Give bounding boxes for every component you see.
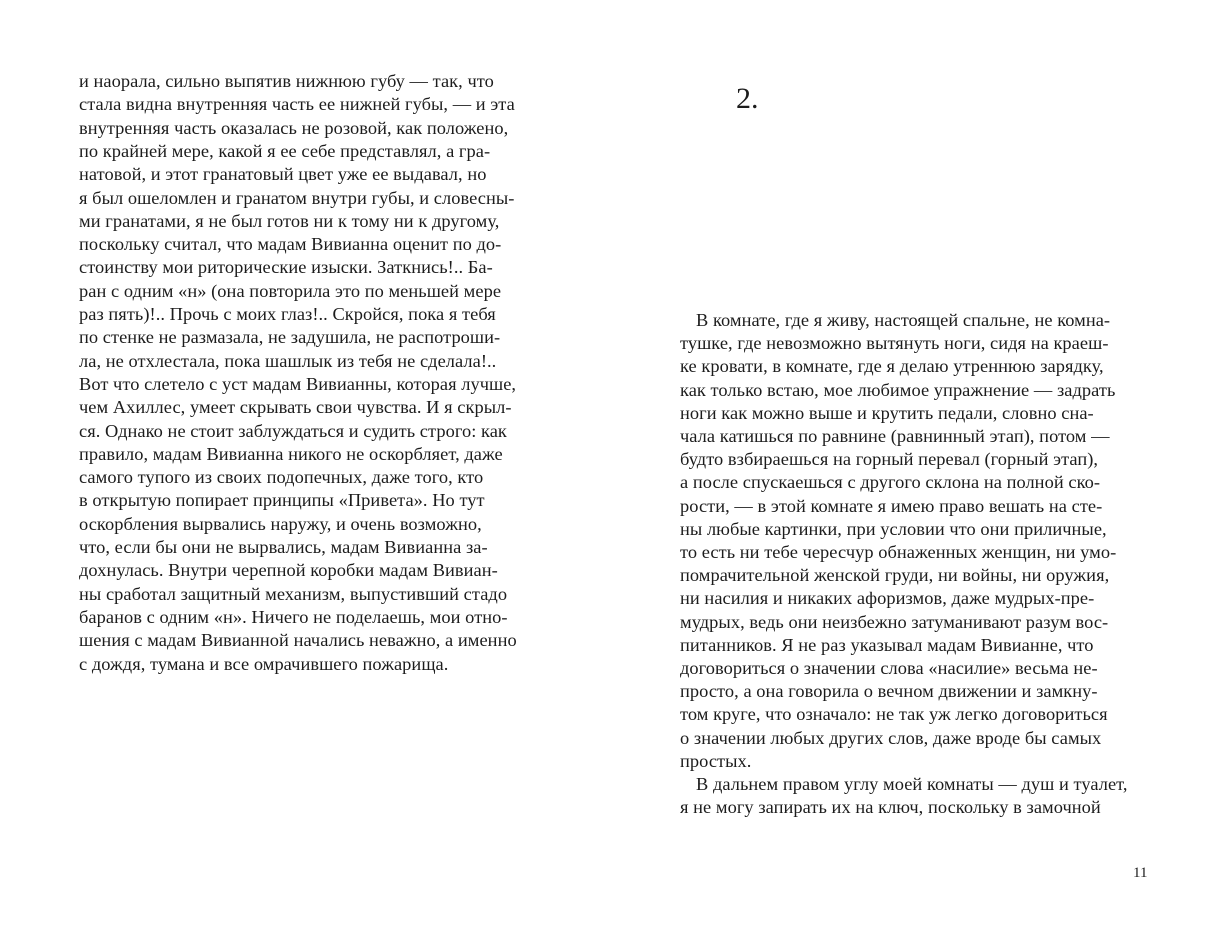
text-line: тушке, где невозможно вытянуть ноги, сидя на краеш- xyxy=(680,333,1109,354)
text-line: внутренняя часть оказалась не розовой, как положено, xyxy=(79,117,509,138)
text-line: в открытую попирает принципы «Привета». Но тут xyxy=(79,490,485,511)
text-line: а после спускаешься с другого склона на полной ско- xyxy=(680,472,1101,493)
text-line: рости, — в этой комнате я имею право вешать на сте- xyxy=(680,495,1103,516)
text-line: мудрых, ведь они неизбежно затуманивают разум вос- xyxy=(680,611,1109,632)
text-line: В дальнем правом углу моей комнаты — душ и туалет, xyxy=(696,774,1128,794)
text-line: о значении любых других слов, даже вроде бы самых xyxy=(680,727,1102,748)
text-line: натовой, и этот гранатовый цвет уже ее выдавал, но xyxy=(79,164,487,185)
text-line: раз пять)!.. Прочь с моих глаз!.. Скройся, пока я тебя xyxy=(79,304,496,324)
text-line: ны сработал защитный механизм, выпустивший стадо xyxy=(79,583,508,604)
text-line: и наорала, сильно выпятив нижнюю губу — так, что xyxy=(79,71,494,91)
text-line: ке кровати, в комнате, где я делаю утреннюю зарядку, xyxy=(680,356,1104,377)
text-line: ся. Однако не стоит заблуждаться и судить строго: как xyxy=(79,420,507,441)
text-line: том круге, что означало: не так уж легко договориться xyxy=(680,704,1108,725)
text-line: ран с одним «н» (она повторила это по меньшей мере xyxy=(79,280,502,301)
text-line: ми гранатами, я не был готов ни к тому ни к другому, xyxy=(79,210,500,231)
text-line: договориться о значении слова «насилие» весьма не- xyxy=(680,658,1098,678)
text-line: стоинству мои риторические изыски. Заткнись!.. Ба- xyxy=(79,257,493,278)
text-line: чала катишься по равнине (равнинный этап), потом — xyxy=(680,426,1110,446)
text-line: ны любые картинки, при условии что они приличные, xyxy=(680,518,1107,539)
text-line: поскольку считал, что мадам Вивианна оценит по до- xyxy=(79,234,502,255)
text-line: помрачительной женской груди, ни войны, ни оружия, xyxy=(680,565,1110,586)
text-line: как только встаю, мое любимое упражнение — задрать xyxy=(680,379,1116,400)
text-line: по крайней мере, какой я ее себе представлял, а гра- xyxy=(79,140,491,161)
text-line: то есть ни тебе чересчур обнаженных женщин, ни умо- xyxy=(680,542,1117,562)
text-line: шения с мадам Вивианной начались неважно, а именно xyxy=(79,630,517,651)
text-line: ни насилия и никаких афоризмов, даже мудрых-пре- xyxy=(680,588,1095,609)
text-line: ла, не отхлестала, пока шашлык из тебя не сделала!.. xyxy=(79,350,497,371)
text-line: Вот что слетело с уст мадам Вивианны, которая лучше, xyxy=(79,373,517,394)
text-line: ноги как можно выше и крутить педали, словно сна- xyxy=(680,402,1094,423)
text-line: я был ошеломлен и гранатом внутри губы, и словесны- xyxy=(79,187,515,208)
text-line: дохнулась. Внутри черепной коробки мадам Вивиан- xyxy=(79,560,498,581)
text-line: баранов с одним «н». Ничего не поделаешь, мои отно- xyxy=(79,606,508,627)
text-line: самого тупого из своих подопечных, даже того, кто xyxy=(79,467,484,488)
text-line: с дождя, тумана и все омрачившего пожарища. xyxy=(79,653,449,674)
text-line: простых. xyxy=(680,750,752,771)
text-line: просто, а она говорила о вечном движении и замкну- xyxy=(680,681,1098,702)
text-line: что, если бы они не вырвались, мадам Вивианна за- xyxy=(79,537,488,557)
text-line: стала видна внутренняя часть ее нижней губы, — и эта xyxy=(79,94,515,115)
right-page xyxy=(607,0,1214,949)
chapter-number: 2. xyxy=(736,82,759,115)
text-line: я не могу запирать их на ключ, поскольку в замочной xyxy=(680,797,1101,818)
text-line: чем Ахиллес, умеет скрывать свои чувства. И я скрыл- xyxy=(79,397,512,418)
text-line: В комнате, где я живу, настоящей спальне, не комна- xyxy=(696,310,1111,330)
text-line: питанников. Я не раз указывал мадам Вивианне, что xyxy=(680,634,1094,655)
text-line: будто взбираешься на горный перевал (горный этап), xyxy=(680,449,1099,470)
text-line: правило, мадам Вивианна никого не оскорбляет, даже xyxy=(79,443,503,464)
text-line: оскорбления вырвались наружу, и очень возможно, xyxy=(79,513,482,534)
page-number: 11 xyxy=(1133,865,1148,881)
text-line: по стенке не размазала, не задушила, не распотроши- xyxy=(79,327,501,348)
